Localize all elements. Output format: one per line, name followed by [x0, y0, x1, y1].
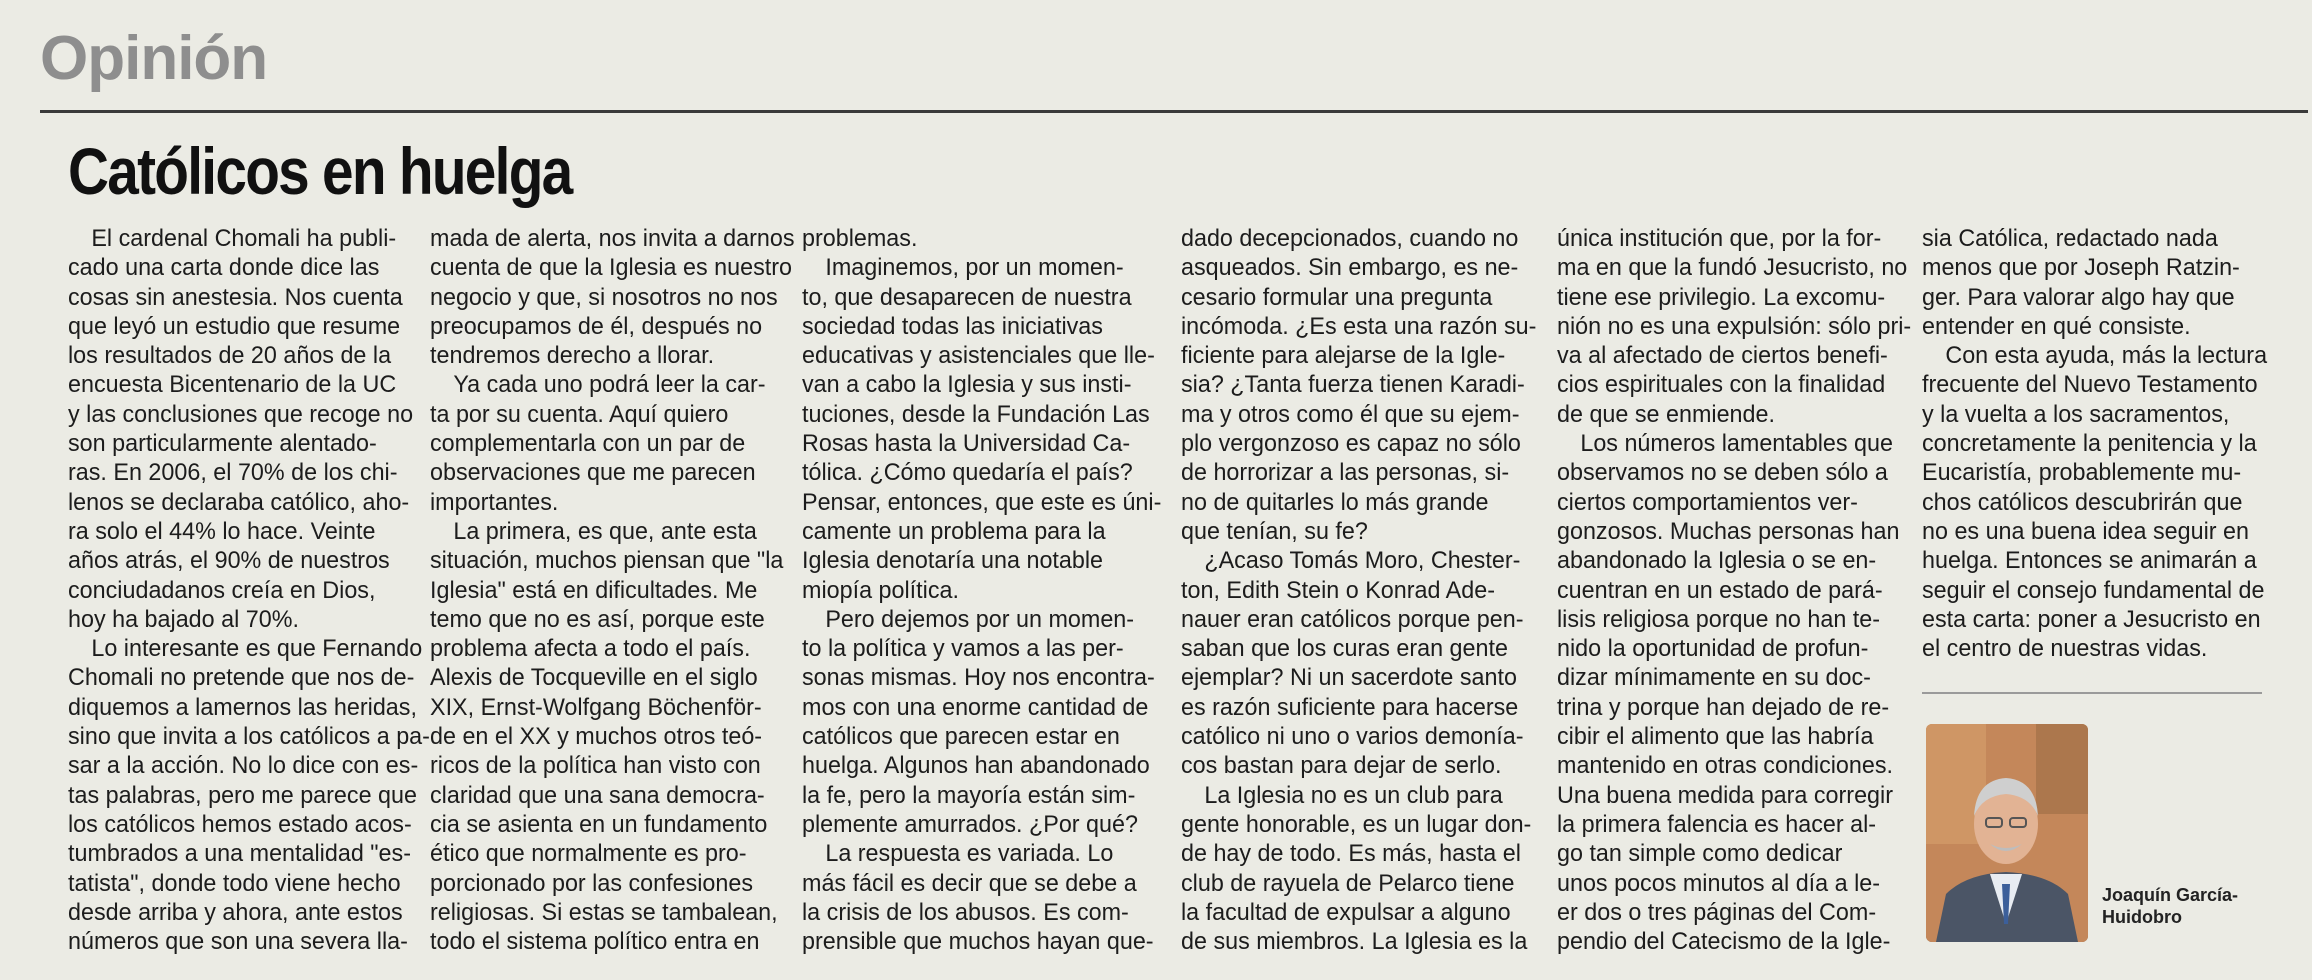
text-line: católicos que parecen estar en [802, 723, 1120, 751]
text-line: gente honorable, es un lugar don- [1181, 810, 1532, 838]
text-line: El cardenal Chomali ha publi- [91, 225, 397, 252]
text-line: ¿Acaso Tomás Moro, Chester- [1204, 547, 1521, 575]
text-line: concretamente la penitencia y la [1922, 430, 2257, 458]
text-line: y la vuelta a los sacramentos, [1922, 400, 2230, 428]
text-line: entender en qué consiste. [1922, 312, 2191, 340]
text-line: seguir el consejo fundamental de [1922, 576, 2265, 604]
text-line: todo el sistema político entra en [430, 928, 760, 956]
text-line: ético que normalmente es pro- [430, 840, 747, 868]
text-line: chos católicos descubrirán que [1922, 488, 2243, 516]
text-line: hoy ha bajado al 70%. [68, 605, 299, 633]
text-line: Pero dejemos por un momen- [825, 605, 1135, 633]
article-column-2 [430, 224, 795, 956]
text-line: lenos se declaraba católico, aho- [68, 488, 410, 516]
text-line: diquemos a lamernos las heridas, [68, 693, 417, 721]
text-line: cibir el alimento que las habría [1557, 723, 1874, 751]
text-line: miopía política. [802, 576, 959, 604]
text-line: saban que los curas eran gente [1181, 635, 1508, 663]
text-line: sino que invita a los católicos a pa- [68, 723, 430, 751]
text-line: la facultad de expulsar a alguno [1181, 898, 1511, 926]
text-line: huelga. Algunos han abandonado [802, 752, 1150, 780]
text-line: no de quitarles lo más grande [1181, 488, 1489, 516]
author-name-line-1: Joaquín García- [2102, 885, 2239, 905]
author-divider [1922, 692, 2262, 694]
author-photo [1926, 724, 2088, 942]
text-line: sia? ¿Tanta fuerza tienen Karadi- [1181, 371, 1525, 399]
text-line: complementarla con un par de [430, 430, 746, 458]
text-line: Rosas hasta la Universidad Ca- [802, 430, 1131, 458]
text-line: to, que desaparecen de nuestra [802, 283, 1132, 311]
text-line: abandonado la Iglesia o se en- [1557, 547, 1877, 575]
text-line: La primera, es que, ante esta [453, 517, 757, 545]
text-line: de que se enmiende. [1557, 400, 1775, 428]
text-line: trina y porque han dejado de re- [1557, 693, 1890, 721]
text-line: Ya cada uno podrá leer la car- [453, 371, 766, 399]
text-line: Eucaristía, probablemente mu- [1922, 459, 2242, 487]
text-line: el centro de nuestras vidas. [1922, 635, 2208, 663]
text-line: pendio del Catecismo de la Igle- [1557, 928, 1891, 956]
article-column-6 [1922, 224, 2274, 663]
text-line: y las conclusiones que recoge no [68, 400, 414, 428]
text-line: observamos no se deben sólo a [1557, 459, 1888, 487]
text-line: ger. Para valorar algo hay que [1922, 283, 2235, 311]
text-line: de horrorizar a las personas, si- [1181, 459, 1510, 487]
text-line: go tan simple como dedicar [1557, 840, 1843, 868]
text-line: importantes. [430, 488, 559, 516]
text-line: cado una carta donde dice las [68, 254, 380, 282]
text-line: desde arriba y ahora, ante estos [68, 898, 403, 926]
text-line: números que son una severa lla- [68, 928, 408, 956]
text-line: dado decepcionados, cuando no [1181, 225, 1519, 252]
text-line: tendremos derecho a llorar. [430, 342, 715, 370]
text-line: ciertos comportamientos ver- [1557, 488, 1858, 516]
text-line: años atrás, el 90% de nuestros [68, 547, 390, 575]
text-line: los católicos hemos estado acos- [68, 810, 412, 838]
text-line: claridad que una sana democra- [430, 781, 765, 809]
text-line: la fe, pero la mayoría están sim- [802, 781, 1136, 809]
text-line: mada de alerta, nos invita a darnos [430, 225, 795, 252]
text-line: club de rayuela de Pelarco tiene [1181, 869, 1515, 897]
text-line: ma en que la fundó Jesucristo, no [1557, 254, 1908, 282]
text-line: religiosas. Si estas se tambalean, [430, 898, 778, 926]
article-column-1 [68, 224, 430, 956]
text-line: ricos de la política han visto con [430, 752, 761, 780]
text-line: tas palabras, pero me parece que [68, 781, 417, 809]
text-line: XIX, Ernst-Wolfgang Böchenför- [430, 693, 762, 721]
text-line: mos con una enorme cantidad de [802, 693, 1149, 721]
text-line: la crisis de los abusos. Es com- [802, 898, 1129, 926]
text-line: prensible que muchos hayan que- [802, 928, 1154, 956]
text-line: única institución que, por la for- [1557, 225, 1882, 252]
text-line: no es una buena idea seguir en [1922, 517, 2249, 545]
text-line: ta por su cuenta. Aquí quiero [430, 400, 729, 428]
text-line: cia se asienta en un fundamento [430, 810, 768, 838]
author-name-line-2: Huidobro [2102, 907, 2182, 927]
text-line: unos pocos minutos al día a le- [1557, 869, 1881, 897]
text-line: nión no es una expulsión: sólo pri- [1557, 312, 1912, 340]
text-line: nauer eran católicos porque pen- [1181, 605, 1524, 633]
text-line: conciudadanos creía en Dios, [68, 576, 376, 604]
article-column-5 [1557, 224, 1912, 956]
text-line: Pensar, entonces, que este es úni- [802, 488, 1162, 516]
text-line: van a cabo la Iglesia y sus insti- [802, 371, 1132, 399]
text-line: son particularmente alentado- [68, 430, 377, 458]
text-line: plo vergonzoso es capaz no sólo [1181, 430, 1521, 458]
text-line: encuesta Bicentenario de la UC [68, 371, 397, 399]
text-line: camente un problema para la [802, 517, 1106, 545]
text-line: porcionado por las confesiones [430, 869, 754, 897]
text-line: negocio y que, si nosotros no nos [430, 283, 778, 311]
author-name [2102, 884, 2238, 928]
article-column-3 [802, 224, 1162, 956]
text-line: tuciones, desde la Fundación Las [802, 400, 1150, 428]
text-line: Imaginemos, por un momen- [825, 254, 1124, 282]
text-line: tiene ese privilegio. La excomu- [1557, 283, 1886, 311]
text-line: de en el XX y muchos otros teó- [430, 723, 763, 751]
text-line: dizar mínimamente en su doc- [1557, 664, 1871, 692]
text-line: La respuesta es variada. Lo [825, 840, 1114, 868]
text-line: de sus miembros. La Iglesia es la [1181, 928, 1528, 956]
text-line: tatista", donde todo viene hecho [68, 869, 401, 897]
text-line: situación, muchos piensan que "la [430, 547, 784, 575]
text-line: lisis religiosa porque no han te- [1557, 605, 1881, 633]
text-line: va al afectado de ciertos benefi- [1557, 342, 1888, 370]
text-line: Chomali no pretende que nos de- [68, 664, 415, 692]
text-line: problemas. [802, 225, 918, 252]
text-line: ejemplar? Ni un sacerdote santo [1181, 664, 1517, 692]
text-line: tumbrados a una mentalidad "es- [68, 840, 411, 868]
text-line: La Iglesia no es un club para [1204, 781, 1503, 809]
text-line: Lo interesante es que Fernando [91, 635, 423, 663]
text-line: esta carta: poner a Jesucristo en [1922, 605, 2261, 633]
section-title: Opinión [40, 24, 268, 93]
text-line: temo que no es así, porque este [430, 605, 765, 633]
text-line: más fácil es decir que se debe a [802, 869, 1137, 897]
text-line: ton, Edith Stein o Konrad Ade- [1181, 576, 1495, 604]
text-line: sonas mismas. Hoy nos encontra- [802, 664, 1155, 692]
text-line: es razón suficiente para hacerse [1181, 693, 1519, 721]
text-line: cios espirituales con la finalidad [1557, 371, 1886, 399]
text-line: frecuente del Nuevo Testamento [1922, 371, 2258, 399]
text-line: gonzosos. Muchas personas han [1557, 517, 1900, 545]
text-line: plemente amurrados. ¿Por qué? [802, 810, 1138, 838]
text-line: to la política y vamos a las per- [802, 635, 1124, 663]
text-line: tólica. ¿Cómo quedaría el país? [802, 459, 1133, 487]
section-divider [40, 110, 2308, 113]
text-line: Los números lamentables que [1580, 430, 1893, 458]
text-line: que leyó un estudio que resume [68, 312, 401, 340]
text-line: preocupamos de él, después no [430, 312, 763, 340]
text-line: que tenían, su fe? [1181, 517, 1368, 545]
text-line: observaciones que me parecen [430, 459, 756, 487]
text-line: sar a la acción. No lo dice con es- [68, 752, 419, 780]
text-line: sociedad todas las iniciativas [802, 312, 1103, 340]
text-line: Alexis de Tocqueville en el siglo [430, 664, 758, 692]
text-line: cesario formular una pregunta [1181, 283, 1493, 311]
text-line: problema afecta a todo el país. [430, 635, 751, 663]
text-line: católico ni uno o varios demonía- [1181, 723, 1524, 751]
text-line: cuentran en un estado de pará- [1557, 576, 1883, 604]
text-line: ficiente para alejarse de la Igle- [1181, 342, 1506, 370]
article-column-4 [1181, 224, 1537, 956]
text-line: cuenta de que la Iglesia es nuestro [430, 254, 792, 282]
text-line: incómoda. ¿Es esta una razón su- [1181, 312, 1537, 340]
text-line: menos que por Joseph Ratzin- [1922, 254, 2240, 282]
text-line: asqueados. Sin embargo, es ne- [1181, 254, 1519, 282]
text-line: cos bastan para dejar de serlo. [1181, 752, 1502, 780]
text-line: Iglesia denotaría una notable [802, 547, 1104, 575]
text-line: Iglesia" está en dificultades. Me [430, 576, 758, 604]
text-line: los resultados de 20 años de la [68, 342, 392, 370]
text-line: ra solo el 44% lo hace. Veinte [68, 517, 376, 545]
text-line: huelga. Entonces se animarán a [1922, 547, 2257, 575]
text-line: ras. En 2006, el 70% de los chi- [68, 459, 398, 487]
text-line: sia Católica, redactado nada [1922, 225, 2218, 252]
text-line: la primera falencia es hacer al- [1557, 810, 1877, 838]
text-line: Una buena medida para corregir [1557, 781, 1894, 809]
text-line: educativas y asistenciales que lle- [802, 342, 1155, 370]
text-line: mantenido en otras condiciones. [1557, 752, 1894, 780]
article-headline: Católicos en huelga [68, 134, 572, 208]
text-line: de hay de todo. Es más, hasta el [1181, 840, 1521, 868]
text-line: cosas sin anestesia. Nos cuenta [68, 283, 403, 311]
text-line: Con esta ayuda, más la lectura [1945, 342, 2268, 370]
text-line: nido la oportunidad de profun- [1557, 635, 1869, 663]
text-line: er dos o tres páginas del Com- [1557, 898, 1877, 926]
text-line: ma y otros como él que su ejem- [1181, 400, 1520, 428]
